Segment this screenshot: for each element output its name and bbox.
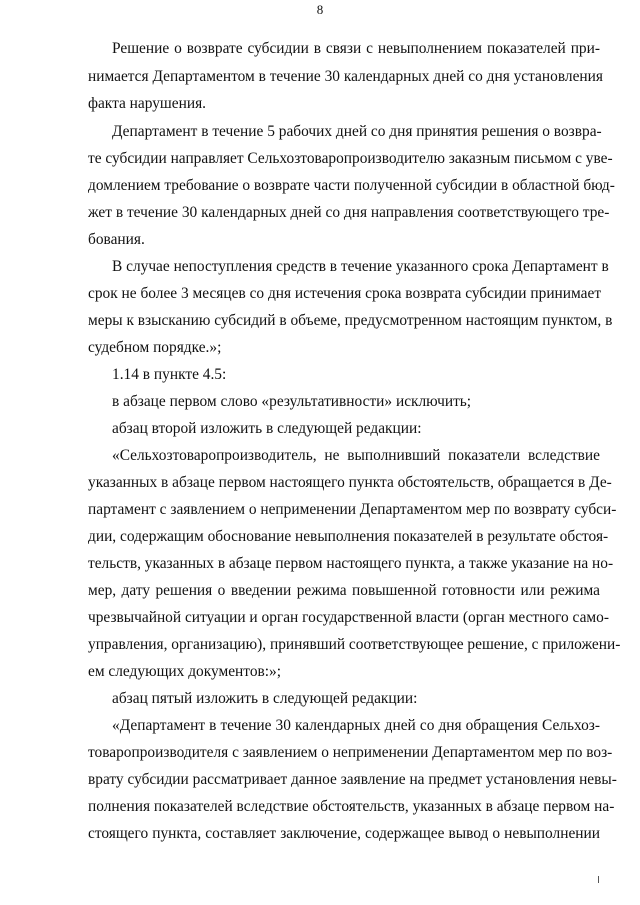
text-line: «Департамент в течение 30 календарных дней со дня обращения Сельхоз- bbox=[112, 717, 600, 734]
text-line: товаропроизводителя с заявлением о неприменении Департаментом мер по воз- bbox=[88, 744, 613, 761]
text-line: управления, организацию), принявший соответствующее решение, с приложени- bbox=[88, 636, 621, 653]
text-line: ем следующих документов:»; bbox=[88, 663, 282, 680]
text-line: в абзаце первом слово «результативности» исключить; bbox=[112, 393, 472, 410]
text-line: меры к взысканию субсидий в объеме, предусмотренном настоящим пунктом, в bbox=[88, 312, 613, 329]
text-line: абзац пятый изложить в следующей редакции: bbox=[112, 690, 418, 707]
scan-mark bbox=[598, 876, 599, 883]
text-line: Решение о возврате субсидии в связи с невыполнением показателей при- bbox=[112, 40, 600, 57]
text-line: полнения показателей вследствие обстоятельств, указанных в абзаце первом на- bbox=[88, 798, 615, 815]
text-line: врату субсидии рассматривает данное заявление на предмет установления невы- bbox=[88, 771, 617, 788]
text-line: судебном порядке.»; bbox=[88, 339, 222, 356]
text-line: дии, содержащим обоснование невыполнения показателей в результате обстоя- bbox=[88, 528, 609, 545]
text-line: срок не более 3 месяцев со дня истечения срока возврата субсидии принимает bbox=[88, 285, 602, 302]
text-line: стоящего пункта, составляет заключение, содержащее вывод о невыполнении bbox=[88, 825, 600, 842]
text-line: факта нарушения. bbox=[88, 95, 207, 112]
text-line: абзац второй изложить в следующей редакции: bbox=[112, 420, 422, 437]
text-line: жет в течение 30 календарных дней со дня направления соответствующего тре- bbox=[88, 204, 610, 221]
page-number: 8 bbox=[316, 2, 324, 17]
text-line: мер, дату решения о введении режима повышенной готовности или режима bbox=[88, 582, 600, 599]
text-line: чрезвычайной ситуации и орган государственной власти (орган местного само- bbox=[88, 609, 609, 626]
text-line: нимается Департаментом в течение 30 календарных дней со дня установления bbox=[88, 68, 603, 85]
text-line: партамент с заявлением о неприменении Департаментом мер по возврату субси- bbox=[88, 501, 617, 518]
text-line: домлением требование о возврате части полученной субсидии в областной бюд- bbox=[88, 177, 615, 194]
text-line: В случае непоступления средств в течение указанного срока Департамент в bbox=[112, 258, 609, 275]
text-line: указанных в абзаце первом настоящего пункта обстоятельств, обращается в Де- bbox=[88, 474, 612, 491]
text-line: бования. bbox=[88, 231, 145, 248]
text-line: те субсидии направляет Сельхозтоваропроизводителю заказным письмом с уве- bbox=[88, 150, 613, 167]
text-line: Департамент в течение 5 рабочих дней со дня принятия решения о возвра- bbox=[112, 123, 602, 140]
text-line: 1.14 в пункте 4.5: bbox=[112, 366, 227, 383]
text-line: «Сельхозтоваропроизводитель, не выполнивший показатели вследствие bbox=[112, 447, 600, 464]
text-line: тельств, указанных в абзаце первом настоящего пункта, а также указание на но- bbox=[88, 555, 614, 572]
